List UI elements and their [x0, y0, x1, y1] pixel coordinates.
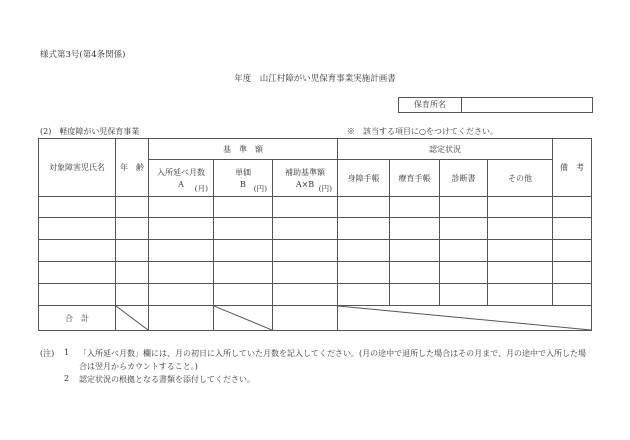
- form-number: 様式第3号(第4条関係): [40, 50, 126, 60]
- section-label: (2) 軽度障がい児保育事業: [40, 127, 140, 136]
- cell-cert-disability[interactable]: [338, 197, 390, 218]
- header-cert-other: その他: [488, 160, 553, 197]
- cell-unit-price[interactable]: [214, 218, 273, 240]
- table-row: [39, 218, 592, 240]
- cell-unit-price[interactable]: [214, 197, 273, 218]
- header-months-unit: (月): [194, 184, 208, 193]
- header-cert-disability: 身障手帳: [338, 160, 390, 197]
- cell-cert-rehab[interactable]: [390, 262, 440, 284]
- total-age-cell: [116, 306, 149, 331]
- cell-subsidy[interactable]: [273, 262, 338, 284]
- cell-child-name[interactable]: [39, 240, 116, 262]
- cell-remarks[interactable]: [553, 197, 592, 218]
- cell-age[interactable]: [116, 197, 149, 218]
- header-months-symbol: A: [178, 180, 184, 189]
- total-label: 合 計: [39, 306, 116, 331]
- cell-cert-diagnosis[interactable]: [440, 240, 488, 262]
- header-unit-price: [214, 160, 273, 197]
- cell-remarks[interactable]: [553, 262, 592, 284]
- plan-table: [38, 138, 592, 331]
- cell-months[interactable]: [149, 240, 214, 262]
- header-certification: 認定状況: [338, 139, 553, 160]
- cell-age[interactable]: [116, 262, 149, 284]
- cell-remarks[interactable]: [553, 284, 592, 306]
- header-cert-rehab: 療育手帳: [390, 160, 440, 197]
- cell-cert-other[interactable]: [488, 284, 553, 306]
- note-1-line-1: 「入所延べ月数」欄には、月の初日に入所していた月数を記入してください。(月の途中で退所した場合はその月まで、月の途中で入所した場: [79, 349, 586, 358]
- cell-cert-disability[interactable]: [338, 284, 390, 306]
- total-unit-price-cell: [214, 306, 273, 331]
- note-2-number: 2: [64, 374, 70, 383]
- header-cert-diagnosis: 診断書: [440, 160, 488, 197]
- note-2-text: 認定状況の根拠となる書類を添付してください。: [79, 375, 255, 384]
- table-row: [39, 240, 592, 262]
- cell-cert-diagnosis[interactable]: [440, 218, 488, 240]
- cell-age[interactable]: [116, 284, 149, 306]
- cell-subsidy[interactable]: [273, 218, 338, 240]
- cell-subsidy[interactable]: [273, 284, 338, 306]
- cell-child-name[interactable]: [39, 197, 116, 218]
- cell-remarks[interactable]: [553, 240, 592, 262]
- cell-unit-price[interactable]: [214, 240, 273, 262]
- cell-subsidy[interactable]: [273, 197, 338, 218]
- cell-months[interactable]: [149, 284, 214, 306]
- cell-unit-price[interactable]: [214, 262, 273, 284]
- cell-cert-disability[interactable]: [338, 240, 390, 262]
- header-child-name: 対象障害児氏名: [39, 139, 116, 197]
- cell-months[interactable]: [149, 197, 214, 218]
- cell-child-name[interactable]: [39, 262, 116, 284]
- header-unit-price-symbol: B: [240, 180, 246, 189]
- notes-heading: (注): [40, 349, 55, 358]
- cell-months[interactable]: [149, 218, 214, 240]
- header-subsidy-label: 補助基準額: [285, 168, 326, 177]
- header-unit-price-label: 単価: [235, 168, 251, 177]
- table-row: [39, 262, 592, 284]
- cell-cert-diagnosis[interactable]: [440, 284, 488, 306]
- header-subsidy: [273, 160, 338, 197]
- total-subsidy[interactable]: [273, 306, 338, 331]
- cell-cert-rehab[interactable]: [390, 240, 440, 262]
- header-unit-price-unit: (円): [253, 184, 267, 193]
- diagonal-slash: [338, 306, 591, 330]
- cell-age[interactable]: [116, 218, 149, 240]
- cell-remarks[interactable]: [553, 218, 592, 240]
- facility-name-box: [398, 97, 593, 113]
- total-cert-remarks-cell: [338, 306, 592, 331]
- header-months-label: 入所延べ月数: [157, 168, 205, 177]
- cell-child-name[interactable]: [39, 284, 116, 306]
- note-1-line-2: 合は翌月からカウントすること。): [79, 362, 198, 371]
- total-row: [39, 306, 592, 331]
- cell-cert-diagnosis[interactable]: [440, 197, 488, 218]
- cell-subsidy[interactable]: [273, 240, 338, 262]
- header-subsidy-symbol: A×B: [295, 180, 315, 189]
- cell-cert-rehab[interactable]: [390, 197, 440, 218]
- header-basis-amount: 基 準 額: [149, 139, 338, 160]
- diagonal-slash: [116, 306, 148, 330]
- header-subsidy-unit: (円): [318, 184, 333, 193]
- cell-months[interactable]: [149, 262, 214, 284]
- cell-cert-diagnosis[interactable]: [440, 262, 488, 284]
- cell-age[interactable]: [116, 240, 149, 262]
- cell-cert-other[interactable]: [488, 197, 553, 218]
- cell-cert-rehab[interactable]: [390, 284, 440, 306]
- header-remarks: 備 考: [553, 139, 592, 197]
- table-row: [39, 197, 592, 218]
- header-age: 年 齢: [116, 139, 149, 197]
- cell-cert-rehab[interactable]: [390, 218, 440, 240]
- cell-cert-other[interactable]: [488, 218, 553, 240]
- header-months: [149, 160, 214, 197]
- document-title: 年度 山江村障がい児保育事業実施計画書: [234, 74, 396, 84]
- cell-cert-disability[interactable]: [338, 218, 390, 240]
- facility-name-field[interactable]: [462, 98, 592, 112]
- facility-name-label: 保育所名: [399, 98, 462, 112]
- table-row: [39, 284, 592, 306]
- cell-cert-disability[interactable]: [338, 262, 390, 284]
- cell-cert-other[interactable]: [488, 262, 553, 284]
- section-instruction: ※ 該当する項目に○をつけてください。: [347, 127, 498, 136]
- cell-unit-price[interactable]: [214, 284, 273, 306]
- total-months[interactable]: [149, 306, 214, 331]
- note-1-number: 1: [64, 348, 70, 357]
- diagonal-slash: [214, 306, 272, 330]
- cell-cert-other[interactable]: [488, 240, 553, 262]
- cell-child-name[interactable]: [39, 218, 116, 240]
